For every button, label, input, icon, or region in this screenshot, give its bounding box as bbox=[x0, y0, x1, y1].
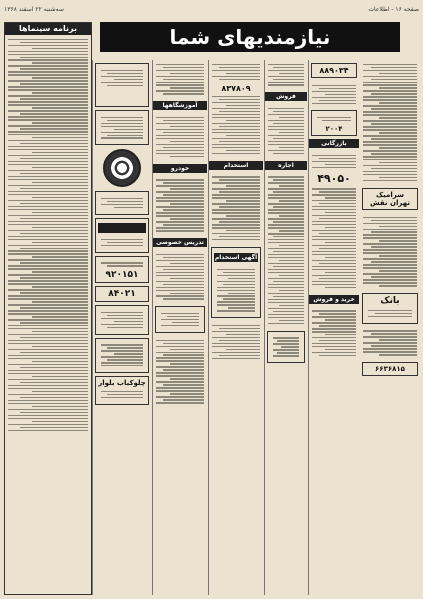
ads-column-5 bbox=[308, 60, 359, 595]
ad-box-4 bbox=[95, 218, 149, 253]
date-label: سه‌شنبه ۲۲ اسفند ۱۳۶۸ bbox=[4, 5, 64, 13]
ad-box-5 bbox=[95, 256, 149, 284]
ad-phone-1: ۸۴۰۲۱ bbox=[108, 289, 136, 300]
ad-title-kabab: چلوکباب بلوار bbox=[98, 379, 146, 388]
category-heading-9: خرید و فروش bbox=[309, 295, 359, 304]
page-label: صفحه ۱۶ - اطلاعات bbox=[368, 5, 419, 13]
ads-column-right bbox=[360, 60, 420, 595]
cinema-listing-column bbox=[4, 22, 92, 595]
big-number: ۴۹۰۵۰ bbox=[317, 171, 351, 185]
phone-c: ۲۰۰۴ bbox=[325, 125, 343, 134]
ads-column-3 bbox=[208, 60, 263, 595]
ad-box-12 bbox=[267, 331, 305, 363]
category-heading-6: فروش bbox=[265, 92, 307, 101]
ad-box-9 bbox=[95, 376, 149, 405]
category-heading-4: استخدام bbox=[209, 161, 263, 170]
ad-box-8 bbox=[95, 338, 149, 373]
category-heading-7: اجاره bbox=[265, 161, 307, 170]
category-heading-8: بازرگانی bbox=[309, 139, 359, 148]
ad-box-bank bbox=[362, 293, 418, 324]
category-heading-2: خودرو bbox=[153, 164, 207, 173]
ads-column-4 bbox=[264, 60, 307, 595]
ads-column-2 bbox=[152, 60, 207, 595]
ad-phone-2: ۹۲۰۱۵۱ bbox=[105, 270, 139, 281]
ad-ceramic-title: سرامیک تهران نقش bbox=[370, 190, 410, 207]
category-heading-5: آگهی استخدام bbox=[214, 254, 258, 262]
emblem-icon bbox=[103, 149, 141, 187]
ad-box-7 bbox=[95, 305, 149, 335]
ad-box-1 bbox=[95, 63, 149, 107]
ad-box-ceramic bbox=[362, 188, 418, 210]
ad-box-phone-d bbox=[362, 362, 418, 376]
ad-box-13 bbox=[311, 63, 357, 78]
ad-box-3 bbox=[95, 191, 149, 215]
ad-box-6 bbox=[95, 286, 149, 302]
ads-column-1 bbox=[92, 60, 151, 595]
page-header bbox=[4, 2, 419, 16]
ad-bank-title: بانک bbox=[380, 296, 400, 307]
category-heading-1: آموزشگاهها bbox=[153, 101, 207, 110]
category-heading-3: تدریس خصوصی bbox=[153, 238, 207, 247]
phone-d: ۶۶۳۶۸۱۵ bbox=[375, 365, 405, 374]
ad-box-10 bbox=[155, 306, 205, 333]
ad-box-14 bbox=[311, 110, 357, 136]
phone-a: ۸۳۷۸۰۹ bbox=[221, 83, 251, 93]
cinema-listing-title: برنامه سینماها bbox=[5, 23, 91, 35]
ad-box-11 bbox=[211, 247, 261, 318]
classifieds-banner: نیازمندیهای شما bbox=[100, 22, 400, 52]
ad-box-2 bbox=[95, 110, 149, 145]
phone-b: ۸۸۹۰۳۴ bbox=[319, 66, 349, 75]
